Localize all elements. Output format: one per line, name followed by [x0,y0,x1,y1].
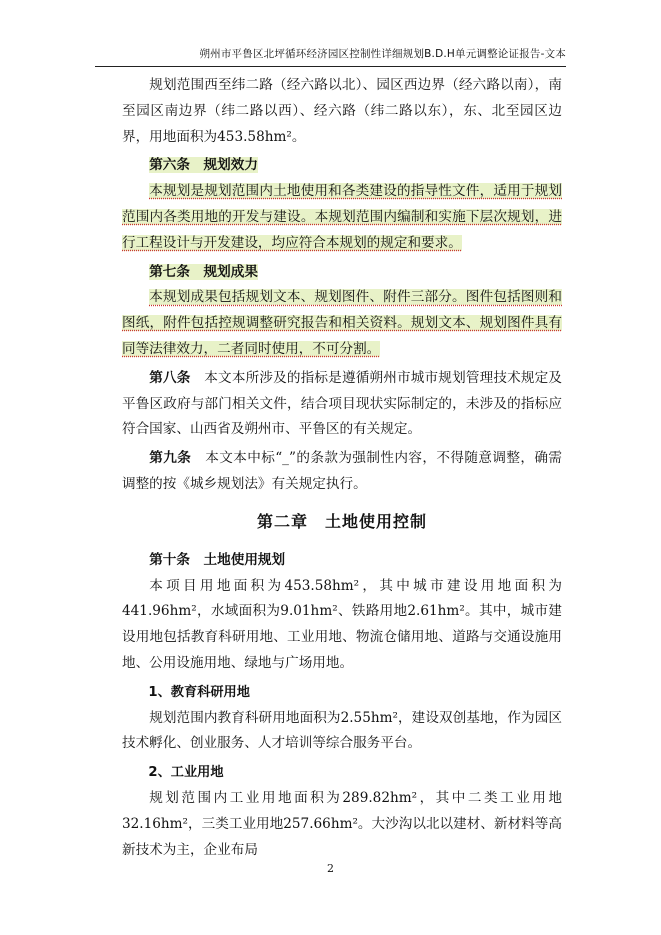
article-9-label: 第九条 [149,450,192,467]
section-2-body: 规划范围内工业用地面积为289.82hm²，其中二类工业用地32.16hm²，三类工业用地257.66hm²。大沙沟以北以建材、新材料等高新技术为主，企业布局 [122,789,562,858]
scope-paragraph: 规划范围西至纬二路（经六路以北）、园区西边界（经六路以南），南至园区南边界（纬二路以西）、经六路（纬二路以东），东、北至园区边界，用地面积为453.58hm²。 [122,77,562,145]
document-body [122,73,562,863]
article-8-label: 第八条 [149,369,191,386]
article-6-body [122,179,562,256]
article-7-body [122,285,562,362]
section-1-title: 1、教育科研用地 [148,684,250,700]
running-header: 朔州市平鲁区北坪循环经济园区控制性详细规划B.D.H单元调整论证报告-文本 [199,48,566,60]
article-10-body: 本项目用地面积为453.58hm²，其中城市建设用地面积为441.96hm²，水域面积为9.01hm²、铁路用地2.61hm²。其中，城市建设用地包括教育科研用地、工业用地、物流仓储用地、道路与交通设施用地、公用设施用地、绿地与广场用地。 [122,577,562,671]
article-6-title [122,153,562,179]
section-2-title: 2、工业用地 [148,765,224,781]
page-number: 2 [327,862,334,875]
article-9 [122,446,562,498]
article-7-title [122,260,562,286]
article-6-body-text: 本规划是规划范围内土地使用和各类建设的指导性文件，适用于规划范围内各类用地的开发与建设。本规划范围内编制和实施下层次规划，进行工程设计与开发建设，均应符合本规划的规定和要求。 [122,183,562,251]
chapter-2-heading: 第二章 土地使用控制 [256,511,427,531]
article-7-body-text: 本规划成果包括规划文本、规划图件、附件三部分。图件包括图则和图纸，附件包括控规调整研究报告和相关资料。规划文本、规划图件具有同等法律效力，二者同时使用，不可分割。 [122,289,562,357]
article-7-title-text: 第七条 规划成果 [149,263,258,280]
article-9-body: 本文本中标“_”的条款为强制性内容，不得随意调整，确需调整的按《城乡规划法》有关规定执行。 [122,450,563,492]
header-rule [95,66,566,67]
article-10-title: 第十条 土地使用规划 [149,551,286,568]
article-6-title-text: 第六条 规划效力 [149,157,258,174]
section-1-body: 规划范围内教育科研用地面积为2.55hm²，建设双创基地，作为园区技术孵化、创业服务、人才培训等综合服务平台。 [122,709,562,752]
article-8 [122,366,562,443]
article-8-body: 本文本所涉及的指标是遵循朔州市城市规划管理技术规定及平鲁区政府与部门相关文件，结合项目现状实际制定的，未涉及的指标应符合国家、山西省及朔州市、平鲁区的有关规定。 [122,369,563,438]
